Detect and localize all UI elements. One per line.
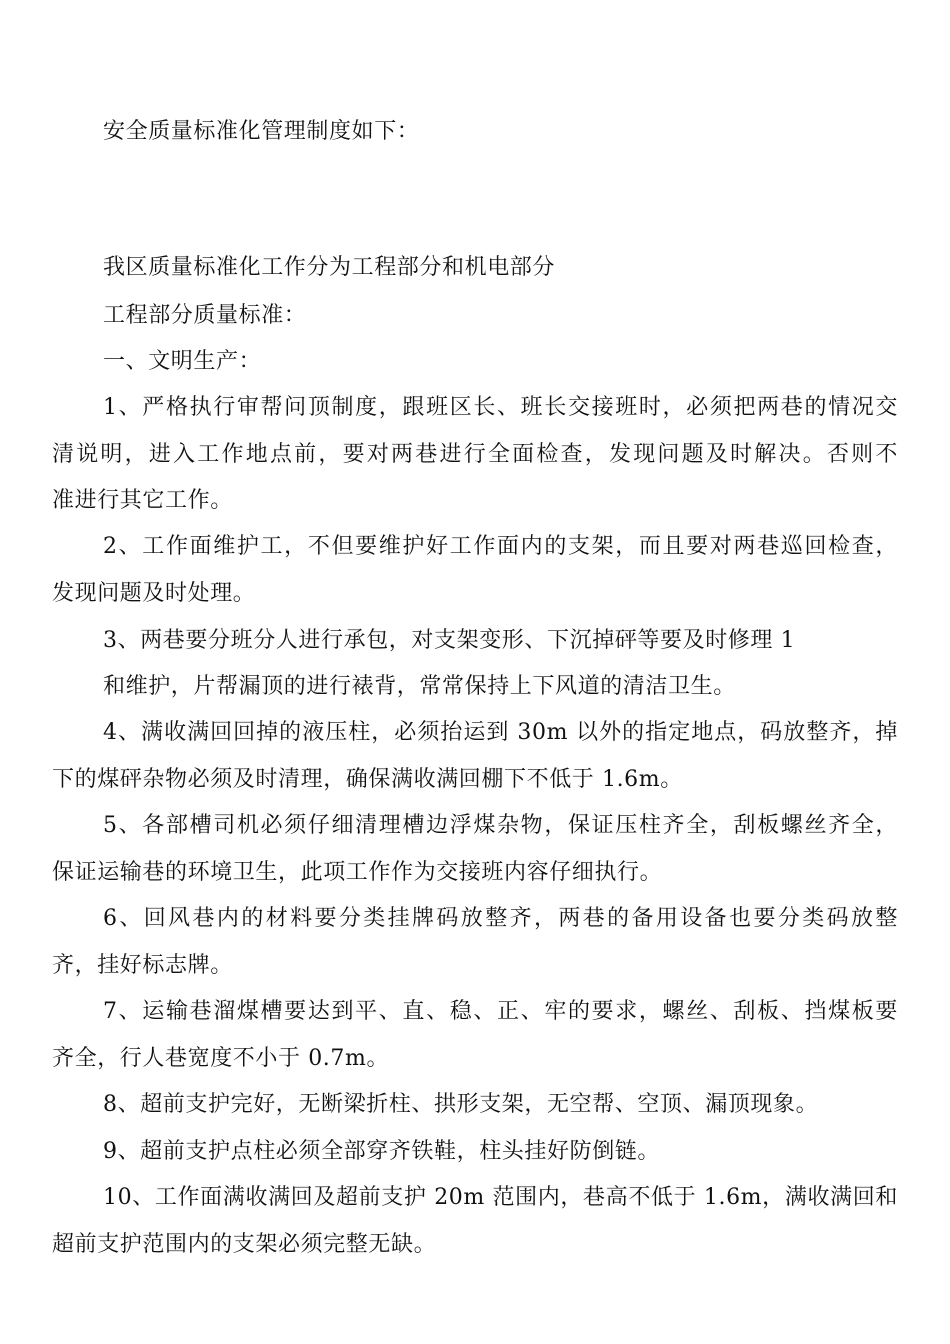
item-7-line-1: 7、运输巷溜煤槽要达到平、直、稳、正、牢的要求，螺丝、刮板、挡煤板要 <box>103 999 898 1024</box>
document-heading: 安全质量标准化管理制度如下： <box>103 119 420 144</box>
item-4-line-2: 下的煤砰杂物必须及时清理，确保满收满回棚下不低于 1.6m。 <box>52 767 683 792</box>
item-1-line-1: 1、严格执行审帮问顶制度，跟班区长、班长交接班时，必须把两巷的情况交 <box>103 395 898 420</box>
item-5-line-2: 保证运输巷的环境卫生，此项工作作为交接班内容仔细执行。 <box>52 860 663 885</box>
item-1-line-2: 清说明，进入工作地点前，要对两巷进行全面检查，发现问题及时解决。否则不 <box>52 442 898 467</box>
item-10-line-2: 超前支护范围内的支架必须完整无缺。 <box>52 1232 437 1257</box>
item-1-line-3: 准进行其它工作。 <box>52 488 233 513</box>
item-9-line-1: 9、超前支护点柱必须全部穿齐铁鞋，柱头挂好防倒链。 <box>103 1139 660 1164</box>
item-8-line-1: 8、超前支护完好，无断梁折柱、拱形支架，无空帮、空顶、漏顶现象。 <box>103 1092 819 1117</box>
item-3-line-2: 和维护，片帮漏顶的进行裱背，常常保持上下风道的清洁卫生。 <box>103 674 736 699</box>
subheading: 工程部分质量标准： <box>103 303 307 328</box>
item-10-line-1: 10、工作面满收满回及超前支护 20m 范围内，巷高不低于 1.6m，满收满回和 <box>103 1185 898 1210</box>
item-7-line-2: 齐全，行人巷宽度不小于 0.7m。 <box>52 1046 390 1071</box>
item-6-line-1: 6、回风巷内的材料要分类挂牌码放整齐，两巷的备用设备也要分类码放整 <box>103 906 898 931</box>
intro-paragraph: 我区质量标准化工作分为工程部分和机电部分 <box>103 255 556 280</box>
item-2-line-1: 2、工作面维护工，不但要维护好工作面内的支架，而且要对两巷巡回检查， <box>103 534 898 559</box>
item-6-line-2: 齐，挂好标志牌。 <box>52 953 233 978</box>
item-5-line-1: 5、各部槽司机必须仔细清理槽边浮煤杂物，保证压柱齐全，刮板螺丝齐全， <box>103 813 898 838</box>
section-title: 一、文明生产： <box>103 349 262 374</box>
item-3-line-1: 3、两巷要分班分人进行承包，对支架变形、下沉掉砰等要及时修理 1 <box>103 628 796 653</box>
item-2-line-2: 发现问题及时处理。 <box>52 581 256 606</box>
item-4-line-1: 4、满收满回回掉的液压柱，必须抬运到 30m 以外的指定地点，码放整齐，掉 <box>103 720 898 745</box>
